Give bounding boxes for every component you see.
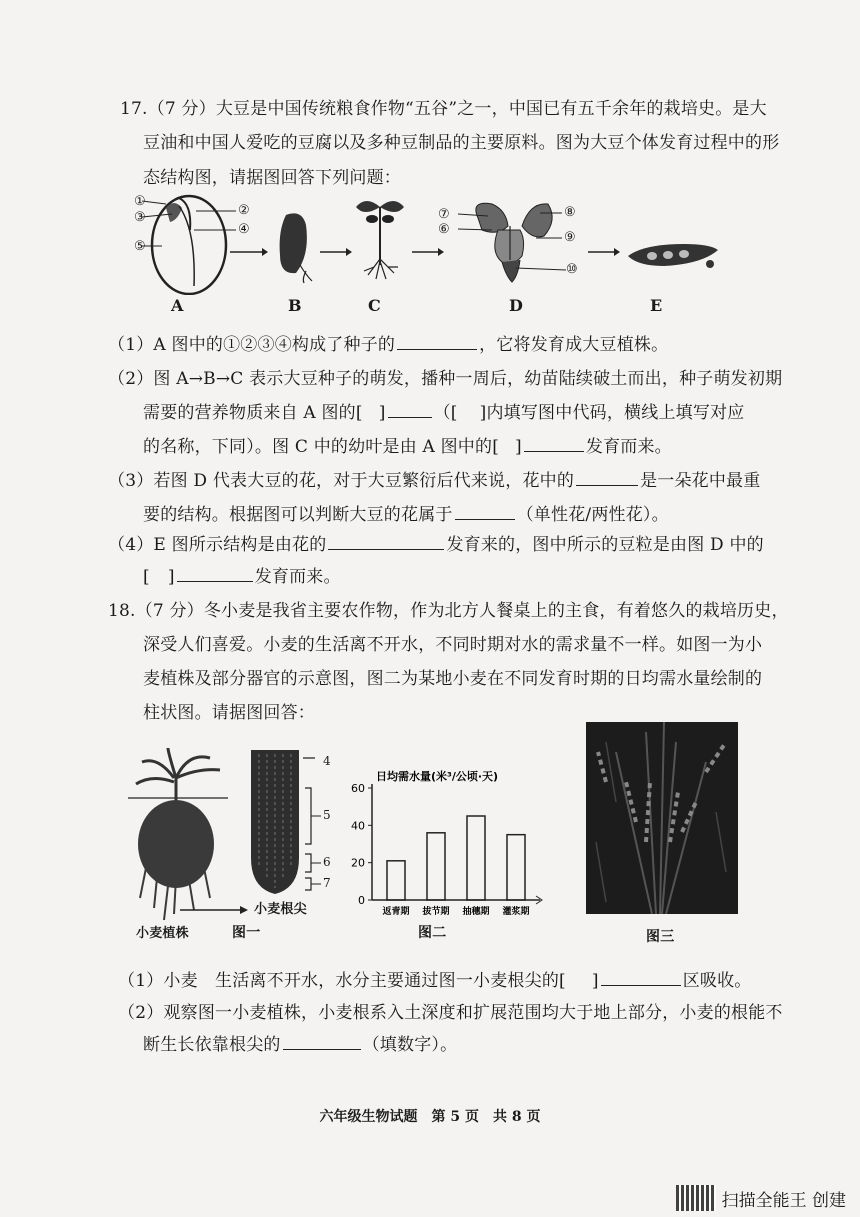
- answer-blank[interactable]: [524, 435, 584, 452]
- root-zone-7: 7: [323, 876, 331, 890]
- x-tick-label: 灌浆期: [502, 907, 530, 916]
- num-label-4: ④: [238, 222, 250, 237]
- figure-label-a: A: [171, 296, 184, 315]
- answer-blank[interactable]: [455, 503, 515, 520]
- chart-title: 日均需水量(米³/公顷·天): [376, 770, 499, 783]
- figure-1-caption: 图一: [232, 925, 261, 941]
- bean-pod-e: [624, 234, 724, 274]
- root-zone-4: 4: [323, 754, 331, 768]
- num-label-6: ⑥: [438, 222, 450, 237]
- num-label-9: ⑨: [564, 230, 576, 245]
- seed-diagram-a: [134, 190, 244, 295]
- answer-blank[interactable]: [177, 565, 253, 582]
- scanner-watermark: [676, 1185, 846, 1211]
- arrow-bc-icon: [318, 246, 352, 258]
- bar-3: [507, 835, 525, 900]
- num-label-5: ⑤: [134, 239, 146, 254]
- q17-sub2-line2: 需要的营养物质来自 A 图的[ ] （[ ]内填写图中代码，横线上填写对应: [143, 403, 745, 423]
- q18-line-2: 深受人们喜爱。小麦的生活离不开水，不同时期对水的需求量不一样。如图一为小: [143, 635, 763, 655]
- figure-2-caption: 图二: [418, 925, 447, 941]
- answer-blank[interactable]: [328, 533, 444, 550]
- num-label-3: ③: [134, 210, 146, 225]
- seedling-c: [350, 193, 410, 285]
- y-tick-label: 60: [351, 782, 365, 795]
- arrow-de-icon: [586, 246, 620, 258]
- q18-line-3: 麦植株及部分器官的示意图，图二为某地小麦在不同发育时期的日均需水量绘制的: [143, 669, 763, 689]
- q18-line-4: 柱状图。请据图回答：: [143, 703, 315, 723]
- answer-blank[interactable]: [576, 469, 638, 486]
- q17-sub4-line2: [ ] 发育而来。: [143, 567, 341, 587]
- q17-sub3-line1: （3）若图 D 代表大豆的花，对于大豆繁衍后代来说，花中的 是一朵花中最重: [108, 471, 761, 491]
- qr-code-icon: [676, 1185, 716, 1211]
- q17-line-2: 豆油和中国人爱吃的豆腐以及多种豆制品的主要原料。图为大豆个体发育过程中的形: [143, 133, 780, 153]
- wheat-plant-image: [128, 748, 228, 928]
- water-demand-chart: [346, 766, 546, 916]
- figure-3-caption: 图三: [646, 929, 675, 945]
- x-tick-label: 返青期: [382, 907, 410, 916]
- num-label-10: ⑩: [566, 262, 578, 277]
- answer-blank[interactable]: [388, 401, 432, 418]
- q18-sub2-line1: （2）观察图一小麦植株，小麦根系入土深度和扩展范围均大于地上部分，小麦的根能不: [118, 1003, 783, 1023]
- q18-sub2-line2: 断生长依靠根尖的 （填数字）。: [143, 1035, 458, 1055]
- answer-blank[interactable]: [601, 969, 681, 986]
- answer-blank[interactable]: [397, 333, 477, 350]
- q17-line-1: 17.（7 分）大豆是中国传统粮食作物“五谷”之一，中国已有五千余年的栽培史。是大: [120, 99, 767, 119]
- q17-sub2-line3: 的名称，下同）。图 C 中的幼叶是由 A 图中的[ ] 发育而来。: [143, 437, 672, 457]
- q17-sub2-line1: （2）图 A→B→C 表示大豆种子的萌发，播种一周后，幼苗陆续破土而出，种子萌发初期: [108, 369, 783, 389]
- root-zone-5: 5: [323, 808, 331, 822]
- q17-line-3: 态结构图，请据图回答下列问题：: [143, 168, 401, 188]
- q17-sub1: （1）A 图中的①②③④构成了种子的 ，它将发育成大豆植株。: [108, 335, 669, 355]
- figure-label-d: D: [509, 296, 523, 315]
- x-tick-label: 抽穗期: [462, 907, 490, 916]
- wheat-plant-label: 小麦植株: [136, 926, 189, 941]
- num-label-2: ②: [238, 203, 250, 218]
- num-label-1: ①: [134, 194, 146, 209]
- q17-sub4-line1: （4）E 图所示结构是由花的 发育来的，图中所示的豆粒是由图 D 中的: [108, 535, 764, 555]
- y-tick-label: 40: [351, 819, 365, 833]
- arrow-plant-to-root-icon: [180, 904, 250, 916]
- scanner-text: 扫描全能王 创建: [721, 1190, 846, 1211]
- answer-blank[interactable]: [283, 1033, 361, 1050]
- q18-sub1: （1）小麦 生活离不开水，水分主要通过图一小麦根尖的[ ] 区吸收。: [118, 971, 752, 991]
- figure-label-c: C: [368, 296, 381, 315]
- germinating-seed-b: [272, 205, 322, 285]
- figure-label-b: B: [288, 296, 302, 315]
- arrow-ab-icon: [228, 246, 268, 258]
- y-tick-label: 20: [351, 856, 365, 870]
- figure-label-e: E: [650, 296, 663, 315]
- q17-sub3-line2: 要的结构。根据图可以判断大豆的花属于 （单性花/两性花）。: [143, 505, 669, 525]
- root-tip-label: 小麦根尖: [254, 902, 307, 917]
- bar-2: [467, 816, 485, 900]
- x-tick-label: 拔节期: [422, 907, 450, 916]
- num-label-7: ⑦: [438, 207, 450, 222]
- wheat-field-photo: [586, 722, 738, 914]
- num-label-8: ⑧: [564, 205, 576, 220]
- root-zone-6: 6: [323, 855, 331, 869]
- bar-0: [387, 861, 405, 900]
- arrow-cd-icon: [410, 246, 444, 258]
- y-tick-label: 0: [358, 894, 365, 907]
- page-footer: 六年级生物试题 第 5 页 共 8 页: [319, 1109, 541, 1125]
- q18-line-1: 18.（7 分）冬小麦是我省主要农作物，作为北方人餐桌上的主食，有着悠久的栽培历史，: [108, 601, 789, 621]
- bar-1: [427, 833, 445, 900]
